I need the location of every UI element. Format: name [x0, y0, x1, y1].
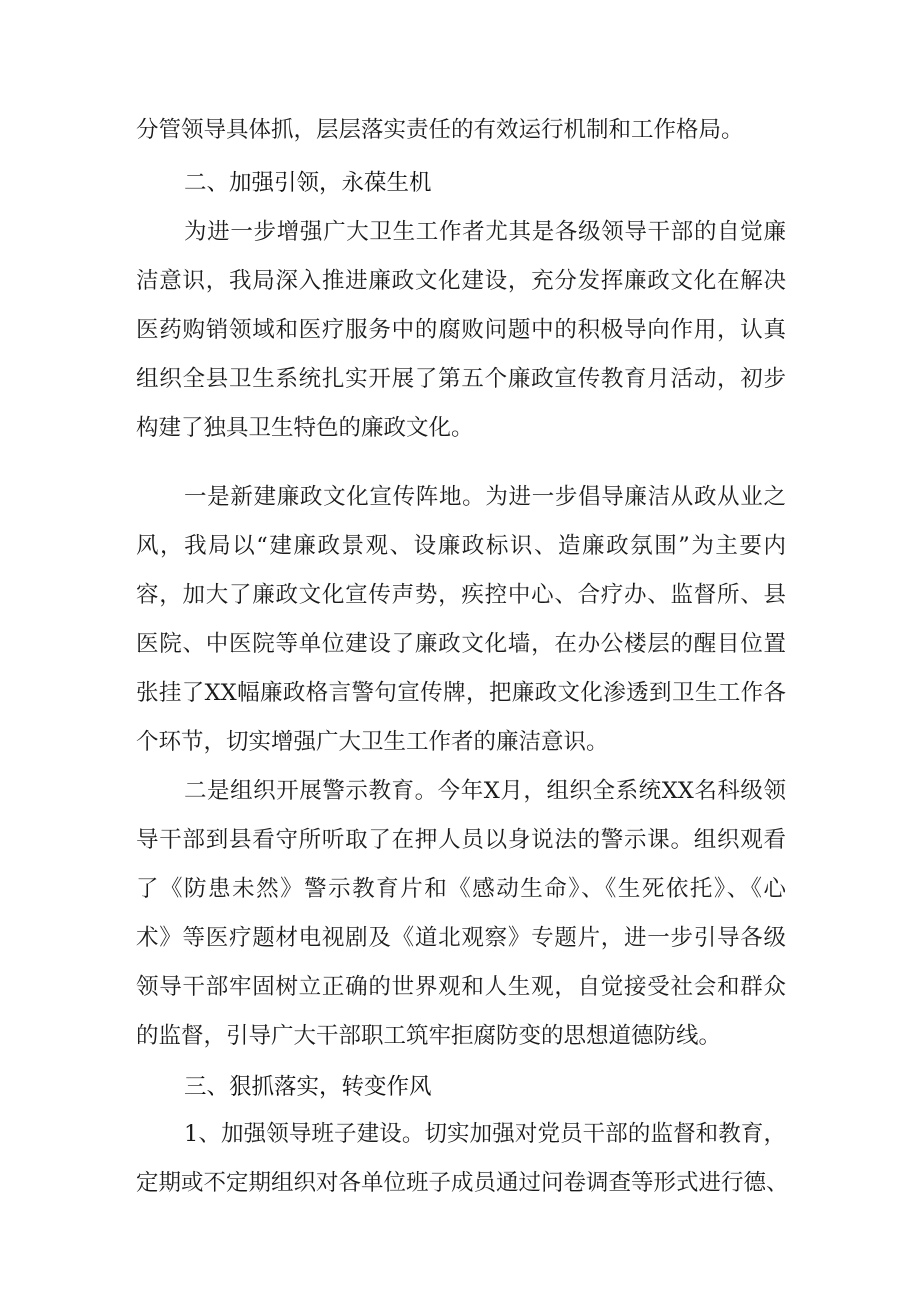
- paragraph-line: 组织全县卫生系统扎实开展了第五个廉政宣传教育月活动，初步: [136, 366, 786, 392]
- paragraph-line: 一是新建廉政文化宣传阵地。为进一步倡导廉洁从政从业之: [184, 484, 786, 510]
- paragraph-line: 张挂了XX幅廉政格言警句宣传牌，把廉政文化渗透到卫生工作各: [136, 680, 786, 706]
- paragraph-line: 了《防患未然》警示教育片和《感动生命》、《生死依托》、《心: [136, 876, 786, 902]
- section-heading-3: 三、狠抓落实，转变作风: [184, 1074, 432, 1100]
- paragraph-line: 术》等医疗题材电视剧及《道北观察》专题片，进一步引导各级: [136, 925, 786, 951]
- paragraph-line: 的监督，引导广大干部职工筑牢拒腐防变的思想道德防线。: [136, 1023, 722, 1049]
- paragraph-line: 定期或不定期组织对各单位班子成员通过问卷调查等形式进行德、: [136, 1170, 789, 1196]
- paragraph-line: 1、加强领导班子建设。切实加强对党员干部的监督和教育，: [184, 1121, 786, 1147]
- paragraph-line: 领导干部牢固树立正确的世界观和人生观，自觉接受社会和群众: [136, 974, 786, 1000]
- paragraph-line: 风，我局以“建廉政景观、设廉政标识、造廉政氛围”为主要内: [136, 533, 786, 559]
- paragraph-line: 容，加大了廉政文化宣传声势，疾控中心、合疗办、监督所、县: [136, 582, 786, 608]
- section-heading-2: 二、加强引领，永葆生机: [184, 170, 432, 196]
- paragraph-line: 导干部到县看守所听取了在押人员以身说法的警示课。组织观看: [136, 827, 786, 853]
- paragraph-line: 个环节，切实增强广大卫生工作者的廉洁意识。: [136, 729, 609, 755]
- paragraph-line: 医药购销领域和医疗服务中的腐败问题中的积极导向作用，认真: [136, 317, 786, 343]
- paragraph-line: 分管领导具体抓，层层落实责任的有效运行机制和工作格局。: [136, 117, 744, 143]
- paragraph-line: 二是组织开展警示教育。今年X月，组织全系统XX名科级领: [184, 778, 786, 804]
- paragraph-line: 构建了独具卫生特色的廉政文化。: [136, 415, 474, 441]
- paragraph-line: 洁意识，我局深入推进廉政文化建设，充分发挥廉政文化在解决: [136, 268, 786, 294]
- paragraph-line: 为进一步增强广大卫生工作者尤其是各级领导干部的自觉廉: [184, 219, 786, 245]
- paragraph-line: 医院、中医院等单位建设了廉政文化墙，在办公楼层的醒目位置: [136, 631, 786, 657]
